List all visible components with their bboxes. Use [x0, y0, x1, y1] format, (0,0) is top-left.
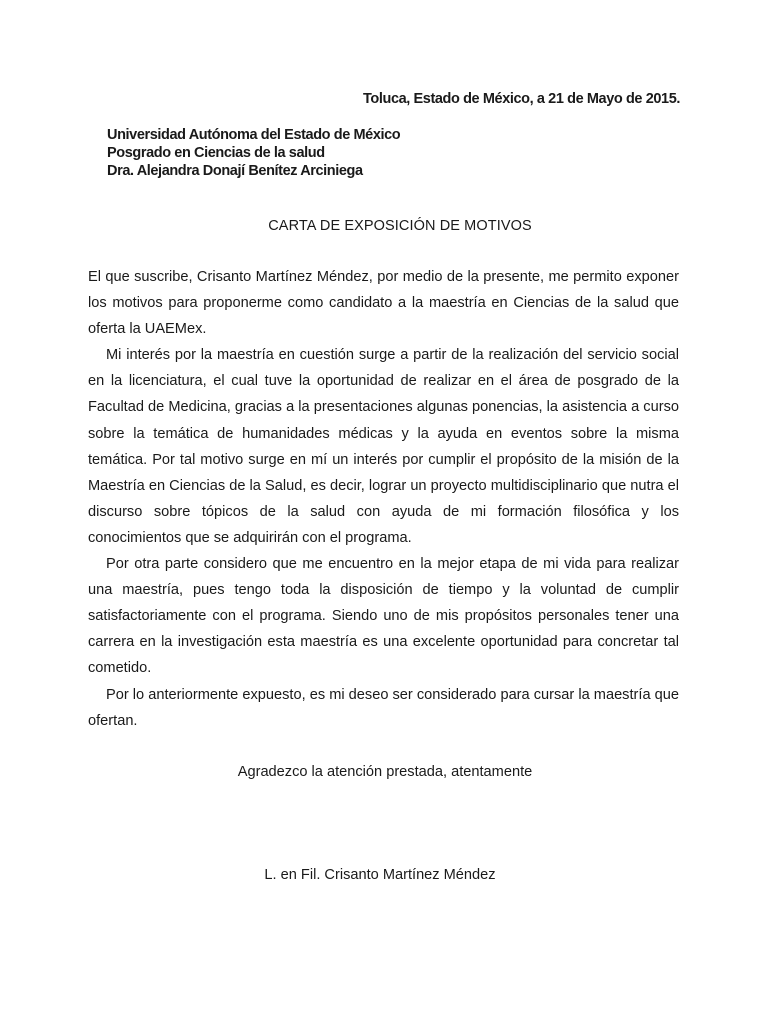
- date-line: Toluca, Estado de México, a 21 de Mayo de 2015.: [363, 91, 680, 107]
- paragraph-interest: Mi interés por la maestría en cuestión surge a partir de la realización del servicio social en la licenciatura, el cual tuve la oportunidad de realizar en el área de posgrado de la Facultad de Medicina, gracias a la presentaciones algunas ponencias, la asistencia a curso sobre la temática de humanidades médicas y la ayuda en eventos sobre la misma temática. Por tal motivo surge en mí un interés por cumplir el propósito de la misión de la Maestría en Ciencias de la Salud, es decir, lograr un proyecto multidisciplinario que nutra el discurso sobre tópicos de la salud con ayuda de mi formación filosófica y los conocimientos que se adquirirán con el programa.: [88, 347, 679, 546]
- recipient-block: [107, 126, 400, 180]
- recipient-program: Posgrado en Ciencias de la salud: [107, 145, 325, 161]
- closing-line: Agradezco la atención prestada, atentamente: [237, 764, 533, 780]
- letter-title: CARTA DE EXPOSICIÓN DE MOTIVOS: [268, 218, 532, 234]
- paragraph-intro: El que suscribe, Crisanto Martínez Méndez, por medio de la presente, me permito exponer los motivos para proponerme como candidato a la maestría en Ciencias de la salud que oferta la UAEMex.: [88, 269, 679, 338]
- recipient-name: Dra. Alejandra Donají Benítez Arciniega: [107, 163, 363, 179]
- paragraph-motivation: Por otra parte considero que me encuentro en la mejor etapa de mi vida para realizar una maestría, pues tengo toda la disposición de tiempo y la voluntad de cumplir satisfactoriamente con el programa. Siendo uno de mis propósitos personales tener una carrera en la investigación esta maestría es una excelente oportunidad para concretar tal cometido.: [88, 556, 679, 677]
- recipient-institution: Universidad Autónoma del Estado de México: [107, 127, 401, 143]
- letter-body: [88, 264, 679, 734]
- paragraph-conclusion: Por lo anteriormente expuesto, es mi deseo ser considerado para cursar la maestría que ofertan.: [88, 686, 679, 729]
- signature-line: L. en Fil. Crisanto Martínez Méndez: [264, 867, 496, 883]
